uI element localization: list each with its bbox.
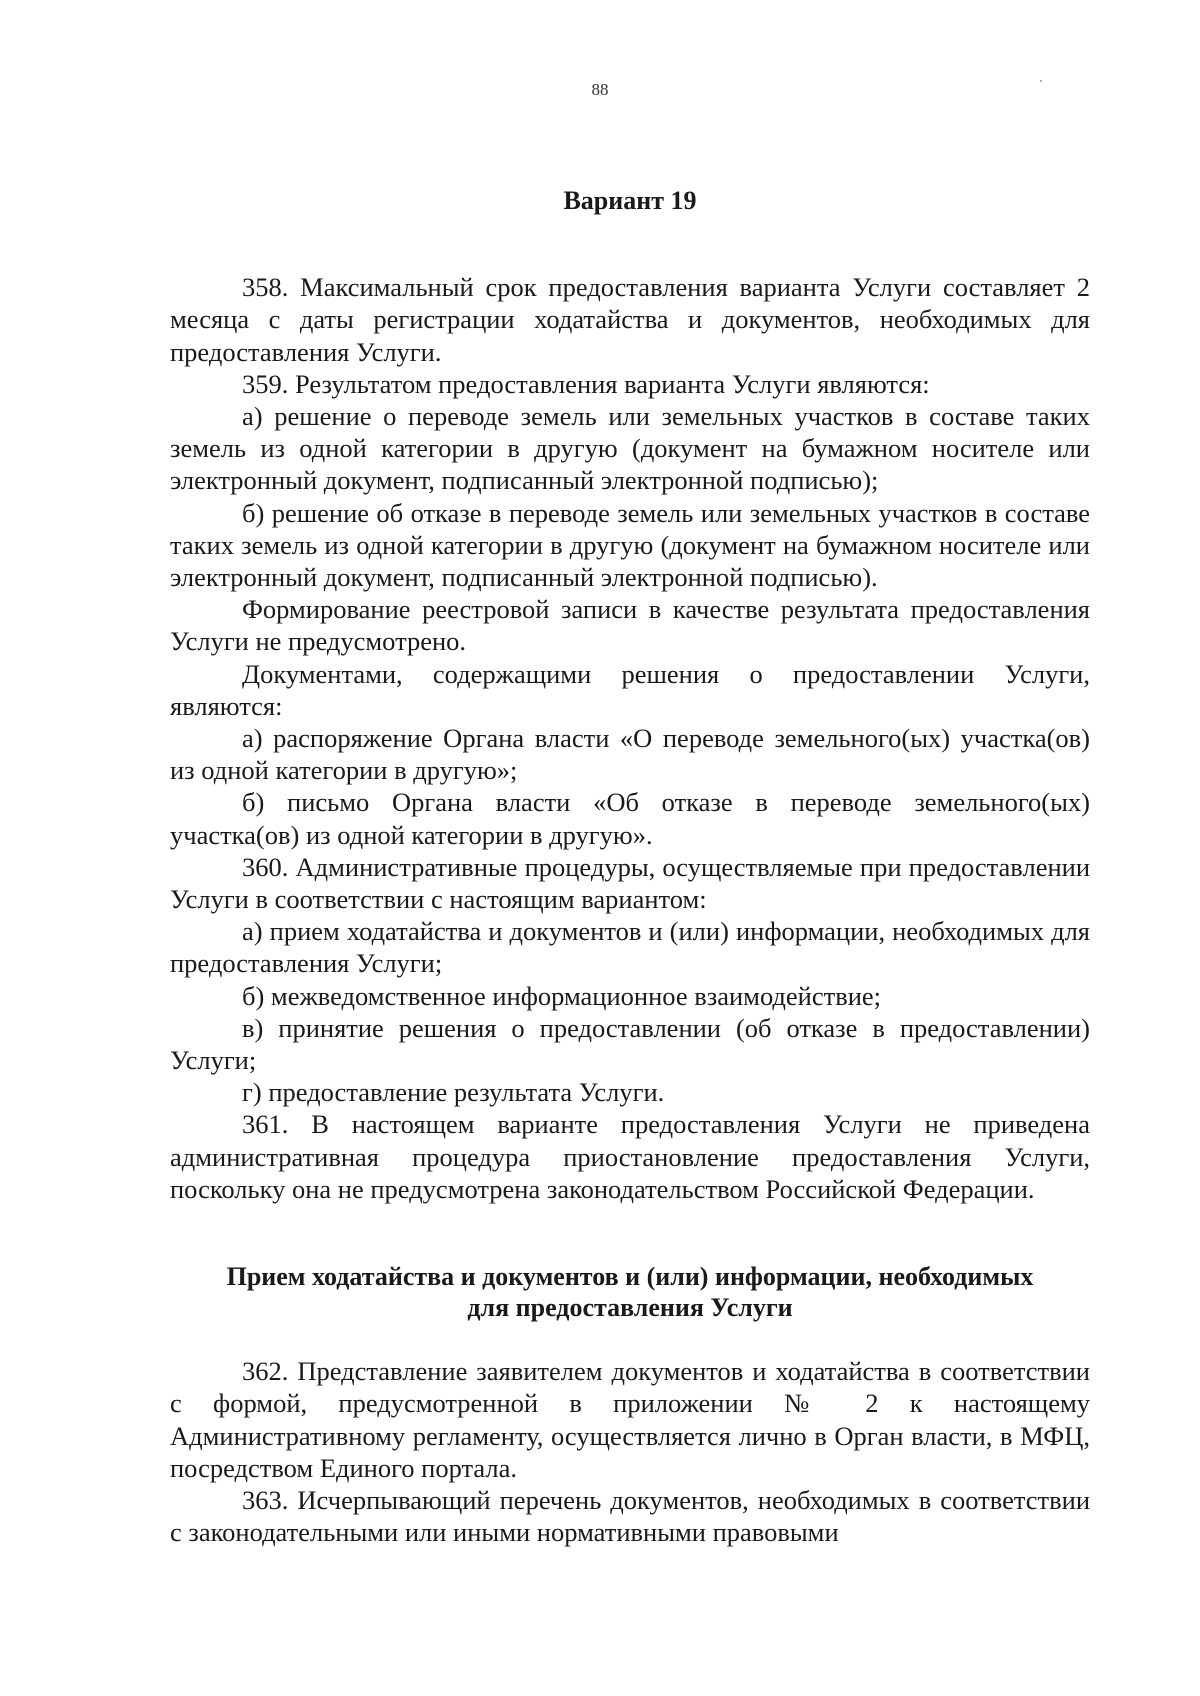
paragraph-363: 363. Исчерпывающий перечень документов, необходимых в соответствии с законодательными или иными нормативными правовыми [170, 1484, 1090, 1548]
variant-title: Вариант 19 [563, 186, 697, 215]
paragraph-360-d: г) предоставление результата Услуги. [242, 1077, 665, 1108]
section-heading [170, 1261, 1090, 1323]
paragraph-registry-note: Формирование реестровой записи в качестве результата предоставления Услуги не предусмотрено. [170, 594, 1090, 657]
paragraph-decision-docs-a: а) распоряжение Органа власти «О переводе земельного(ых) участка(ов) из одной категории в другую»; [170, 723, 1090, 786]
paragraph-360-a: а) прием ходатайства и документов и (или) информации, необходимых для предоставления Услуги; [170, 916, 1090, 979]
paragraph-360-c: в) принятие решения о предоставлении (об отказе в предоставлении) Услуги; [170, 1012, 1090, 1076]
paragraph-361: 361. В настоящем варианте предоставления Услуги не приведена административная процедура приостановление предоставления Услуги, поскольку она не предусмотрена законодательством Российской Федерации. [170, 1109, 1090, 1204]
section-heading-line-1: Прием ходатайства и документов и (или) информации, необходимых [226, 1262, 1034, 1292]
paragraph-359-a: а) решение о переводе земель или земельных участков в составе таких земель из одной категории в другую (документ на бумажном носителе или электронный документ, подписанный электронной подписью); [170, 401, 1090, 496]
scan-artifact-dot [1040, 80, 1042, 82]
paragraph-359: 359. Результатом предоставления варианта Услуги являются: [242, 368, 930, 399]
paragraph-362: 362. Представление заявителем документов и ходатайства в соответствии с формой, предусмотренной в приложении № 2 к настоящему Административному регламенту, осуществляется лично в Орган власти, в МФЦ, посредством Единого портала. [170, 1356, 1090, 1483]
paragraph-decision-docs: Документами, содержащими решения о предоставлении Услуги, являются: [170, 658, 1090, 721]
paragraph-359-b: б) решение об отказе в переводе земель или земельных участков в составе таких земель из одной категории в другую (документ на бумажном носителе или электронный документ, подписанный электронной подписью). [170, 497, 1090, 593]
paragraph-358: 358. Максимальный срок предоставления варианта Услуги составляет 2 месяца с даты регистрации ходатайства и документов, необходимых для предоставления Услуги. [170, 272, 1090, 367]
document-body [170, 185, 1090, 1548]
paragraph-360: 360. Административные процедуры, осуществляемые при предоставлении Услуги в соответствии с настоящим вариантом: [170, 851, 1090, 915]
paragraph-360-b: б) межведомственное информационное взаимодействие; [242, 980, 882, 1011]
paragraph-decision-docs-b: б) письмо Органа власти «Об отказе в переводе земельного(ых) участка(ов) из одной категории в другую». [170, 787, 1090, 850]
page-number: 88 [591, 80, 609, 99]
section-heading-line-2: для предоставления Услуги [467, 1293, 793, 1323]
